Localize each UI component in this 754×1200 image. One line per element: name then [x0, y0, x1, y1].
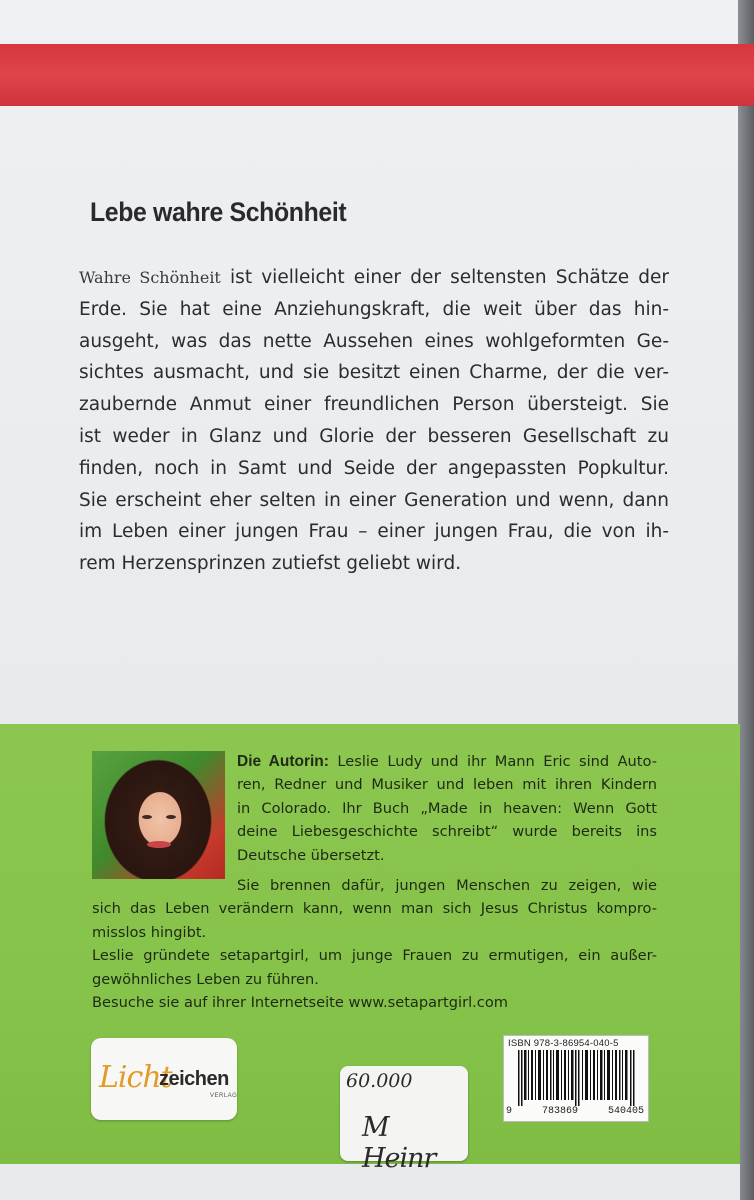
author-website-line: Besuche sie auf ihrer Internetseite www.setapartgirl.com	[92, 994, 508, 1012]
author-line: sich das Leben verändern kann, wenn man sich Jesus Christus kompro-	[92, 900, 657, 918]
author-line: Leslie gründete setapartgirl, um junge Frauen zu ermutigen, ein außer-	[92, 947, 657, 965]
author-line	[237, 750, 657, 773]
red-band	[0, 44, 754, 106]
barcode-box	[503, 1035, 649, 1122]
logo-sub: VERLAG	[210, 1093, 238, 1099]
isbn-text: ISBN 978-3-86954-040-5	[508, 1038, 619, 1049]
page-edge	[738, 0, 754, 1200]
ean-digits	[506, 1106, 644, 1117]
book-headline: Lebe wahre Schönheit	[90, 197, 347, 227]
author-bio-top	[237, 750, 657, 867]
blurb-line: im Leben einer jungen Frau – einer jungen Frau, die von ih-	[79, 521, 669, 543]
author-photo	[92, 751, 225, 879]
sticker-number: 60.000	[346, 1070, 413, 1092]
blurb-line: ist weder in Glanz und Glorie der besseren Gesellschaft zu	[79, 425, 669, 447]
publisher-logo	[91, 1038, 237, 1120]
blurb-line: Sie erscheint eher selten in einer Generation und wenn, dann	[79, 489, 669, 511]
logo-word: zeichen	[159, 1068, 229, 1090]
logo-script: Licht	[99, 1060, 172, 1095]
ean-right: 540405	[607, 1106, 644, 1117]
author-line: in Colorado. Ihr Buch „Made in heaven: Wenn Gott	[237, 799, 657, 817]
blurb-line-rest: ist vielleicht einer der seltensten Schätze der	[220, 267, 669, 288]
author-line-rest: Leslie Ludy und ihr Mann Eric sind Auto-	[328, 753, 657, 770]
blurb-lead: Wahre Schönheit	[79, 268, 221, 287]
blurb-line: sichtes ausmacht, und sie besitzt einen Charme, der die ver-	[79, 362, 669, 384]
blurb-line: finden, noch in Samt und Seide der angepassten Popkultur.	[79, 457, 669, 479]
blurb-line	[79, 262, 669, 294]
book-blurb	[79, 262, 669, 580]
photo-eye-right	[166, 815, 176, 819]
author-label: Die Autorin:	[237, 753, 329, 770]
ean-left: 783869	[541, 1106, 578, 1117]
author-line: Sie brennen dafür, jungen Menschen zu zeigen, wie	[237, 877, 657, 894]
author-line: ren, Redner und Musiker und leben mit ihren Kindern	[237, 776, 657, 794]
blurb-line: Erde. Sie hat eine Anziehungskraft, die weit über das hin-	[79, 298, 669, 320]
blurb-line: zaubernde Anmut einer freundlichen Person übersteigt. Sie	[79, 394, 669, 416]
author-line: misslos hingibt.	[92, 923, 207, 941]
ean-prefix: 9	[506, 1106, 513, 1117]
blurb-line: rem Herzensprinzen zutiefst geliebt wird.	[79, 553, 462, 575]
author-line: Deutsche übersetzt.	[237, 846, 385, 864]
photo-lips	[147, 841, 171, 848]
handwritten-sticker	[340, 1066, 468, 1174]
author-line: deine Liebesgeschichte schreibt“ wurde bereits ins	[237, 823, 657, 841]
photo-eye-left	[142, 815, 152, 819]
sticker-name: M Heinr	[362, 1112, 436, 1174]
author-line: gewöhnliches Leben zu führen.	[92, 970, 319, 988]
barcode-icon	[510, 1050, 642, 1106]
author-bio-bottom	[92, 874, 657, 1014]
blurb-line: ausgeht, was das nette Aussehen eines wohlgeformten Ge-	[79, 330, 669, 352]
